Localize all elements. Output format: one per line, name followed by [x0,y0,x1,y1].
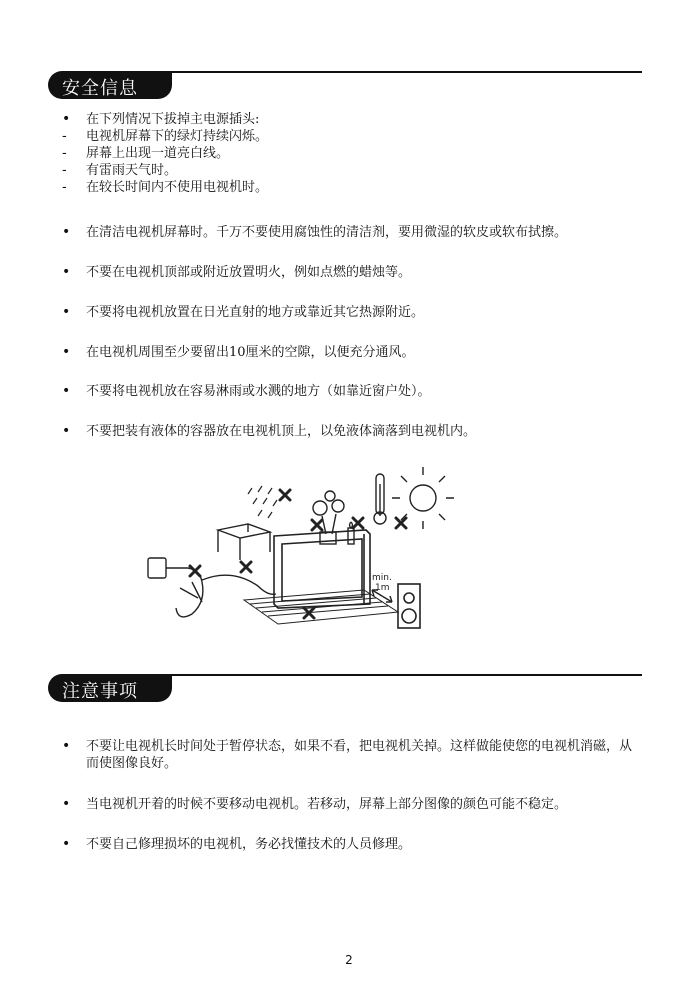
safety-bullet-text: 不要在电视机顶部或附近放置明火，例如点燃的蜡烛等。 [86,265,412,280]
notes-bullet-text: 不要自己修理损坏的电视机，务必找懂技术的人员修理。 [86,837,412,852]
bullet-icon: • [62,344,71,360]
thermometer-icon [374,474,386,524]
svg-text:min.: min. [372,573,392,583]
safety-bullet [62,304,642,321]
list-item [62,111,642,128]
notes-section-header [48,674,642,704]
safety-bullet-text: 不要将电视机放置在日光直射的地方或靠近其它热源附近。 [86,305,425,320]
dash-icon: - [62,129,67,144]
rain-icon [248,486,277,518]
cable-icon [202,575,276,594]
mat-icon [244,590,398,624]
safety-bullet [62,264,642,281]
unplug-item: 有雷雨天气时。 [86,163,178,178]
dash-icon: - [62,180,67,195]
header-rule [158,71,642,73]
safety-bullet [62,383,642,400]
speaker-icon [398,584,420,628]
dash-icon: - [62,146,67,161]
safety-bullet-text: 在电视机周围至少要留出10厘米的空隙，以便充分通风。 [86,345,415,360]
list-item [62,179,642,196]
notes-bullet [62,796,642,813]
safety-bullet-text: 在清洁电视机屏幕时。千万不要使用腐蚀性的清洁剂，要用微湿的软皮或软布拭擦。 [86,225,568,240]
plug-icon [148,558,203,617]
safety-bullet-text: 不要将电视机放在容易淋雨或水溅的地方（如靠近窗户处）。 [86,384,431,399]
unplug-item: 电视机屏幕下的绿灯持续闪烁。 [86,129,269,144]
notes-bullet [62,836,642,853]
bullet-icon: • [62,304,71,320]
section-tab [48,71,172,99]
candle-icon [348,522,354,544]
notes-bullet-text: 不要让电视机长时间处于暂停状态，如果不看，把电视机关掉。这样做能使您的电视机消磁，从而使图像良好。 [86,739,633,771]
bullet-icon: • [62,423,71,439]
safety-illustration [140,458,470,650]
safety-bullet [62,224,642,241]
bullet-icon: • [62,836,71,852]
safety-bullet [62,344,642,361]
bullet-icon: • [62,796,71,812]
page-number: 2 [345,953,353,967]
list-item [62,145,642,162]
cross-icon [190,490,406,618]
table-icon [218,524,270,560]
unplug-item: 在较长时间内不使用电视机时。 [86,180,269,195]
sun-icon [392,467,454,529]
bullet-icon: • [62,224,71,240]
header-rule [158,674,642,676]
list-item [62,128,642,145]
safety-section-header [48,71,642,101]
unplug-item: 屏幕上出现一道亮白线。 [86,146,230,161]
flower-vase-icon [313,491,344,544]
svg-text:1m: 1m [375,583,390,593]
notes-bullet-text: 当电视机开着的时候不要移动电视机。若移动，屏幕上部分图像的颜色可能不稳定。 [86,797,568,812]
section-title: 注意事项 [62,681,138,702]
section-tab [48,674,172,702]
notes-bullet [62,738,642,772]
bullet-icon: • [62,264,71,280]
bullet-icon: • [62,111,71,127]
list-item [62,162,642,179]
dash-icon: - [62,163,67,178]
section-title: 安全信息 [62,78,138,99]
unplug-intro: 在下列情况下拔掉主电源插头: [86,112,260,127]
bullet-icon: • [62,738,71,754]
bullet-icon: • [62,383,71,399]
unplug-list [62,111,642,196]
safety-bullet [62,423,642,440]
safety-bullet-text: 不要把装有液体的容器放在电视机顶上，以免液体滴落到电视机内。 [86,424,477,439]
